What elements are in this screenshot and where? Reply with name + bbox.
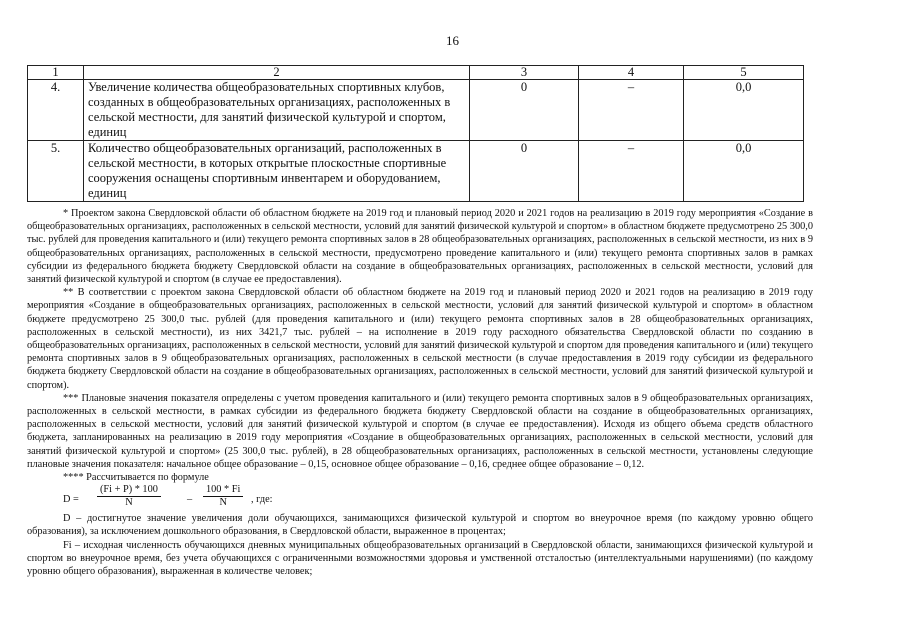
footnotes (27, 207, 813, 578)
footnote-3: *** Плановые значения показателя определены с учетом проведения капитального и (или) текущего ремонта спортивных залов в 9 общеобразовательных организациях, расположенных в сельской местности, в рамках субсидии из федерального бюджета бюджету Свердловской области на создание в общеобразовательных организациях, расположенных в сельской местности, условий для занятий физической культурой и спортом (в случае ее предоставления). Исходя из общего объема средств областного бюджета, запланированных на реализацию в 2019 году мероприятия «Создание в общеобразовательных организациях, расположенных в сельской местности, условий для занятий физической культурой и спортом» (25 300,0 тыс. рублей), в 28 общеобразовательных организациях, расположенных в сельской местности, установлены следующие плановые значения показателя: начальное общее образование – 0,15, основное общее образование – 0,16, среднее общее образование – 0,12. (27, 392, 813, 470)
formula-fraction-1 (97, 484, 161, 509)
row-number: 5. (28, 141, 84, 202)
table-row (28, 80, 804, 141)
header-cell: 1 (28, 66, 84, 80)
header-cell: 3 (470, 66, 579, 80)
value-col4: – (579, 80, 684, 141)
definition-fi: Fi – исходная численность обучающихся дневных муниципальных общеобразовательных организаций в Свердловской области, занимающихся физической культурой и спортом во внеурочное время, без учета обучающихся с ограниченными возможностями здоровья и умственной отсталостью (интеллектуальными нарушениями) (по каждому уровню общего образования), выраженная в количестве человек; (27, 539, 813, 578)
footnote-4: **** Рассчитывается по формуле (63, 472, 209, 484)
value-col5: 0,0 (684, 141, 804, 202)
value-col4: – (579, 141, 684, 202)
definition-d: D – достигнутое значение увеличения доли обучающихся, занимающихся физической культурой и спортом во внеурочное время (по каждому уровню общего образования), за исключением дошкольного образования, в Свердловской области, выраженное в процентах; (27, 513, 813, 538)
fraction-denominator: N (125, 497, 133, 509)
value-col5: 0,0 (684, 80, 804, 141)
fraction-denominator: N (219, 497, 227, 509)
formula-minus: – (187, 494, 193, 506)
formula (63, 484, 813, 510)
header-cell: 4 (579, 66, 684, 80)
formula-fraction-2 (203, 484, 243, 509)
indicator-table (27, 65, 804, 202)
table-header-row (28, 66, 804, 80)
row-number: 4. (28, 80, 84, 141)
page-number: 16 (446, 33, 459, 48)
table-row (28, 141, 804, 202)
value-col3: 0 (470, 141, 579, 202)
fraction-numerator: 100 * Fi (203, 484, 243, 497)
formula-tail: , где: (251, 494, 273, 506)
header-cell: 5 (684, 66, 804, 80)
footnote-2: ** В соответствии с проектом закона Свердловской области об областном бюджете на 2019 год и плановый период 2020 и 2021 годов на реализацию в 2019 году мероприятия «Создание в общеобразовательных организациях, расположенных в сельской местности, условий для занятий физической культурой и спортом» в областном бюджете предусмотрено 25 300,0 тыс. рублей (для проведения капитального и (или) текущего ремонта спортивных залов в 28 общеобразовательных организациях, расположенных в сельской местности), из них 3421,7 тыс. рублей – на исполнение в 2019 году расходного обязательства Свердловской области по созданию в общеобразовательных организациях, расположенных в сельской местности, условий для занятий физической культурой и спортом для проведения капитального и (или) текущего ремонта спортивных залов в 9 общеобразовательных организациях, расположенных в сельской местности (в случае предоставления в 2019 году субсидии из федерального бюджета бюджету Свердловской области на создание в общеобразовательных организациях, расположенных в сельской местности, условий для занятий физической культурой и спортом). (27, 287, 813, 391)
footnote-1: * Проектом закона Свердловской области об областном бюджете на 2019 год и плановый период 2020 и 2021 годов на реализацию в 2019 году мероприятия «Создание в общеобразовательных организациях, расположенных в сельской местности, условий для занятий физической культурой и спортом» в областном бюджете предусмотрено 25 300,0 тыс. рублей для проведения капитального и (или) текущего ремонта спортивных залов в 28 общеобразовательных организациях, расположенных в сельской местности, из них в 9 общеобразовательных организациях, расположенных в сельской местности, предусмотрено проведение капитального и (или) текущего ремонта спортивных залов в рамках субсидии из федерального бюджета бюджету Свердловской области на создание в общеобразовательных организациях, расположенных в сельской местности, условий для занятий физической культурой и спортом (в случае ее предоставления). (27, 208, 813, 286)
indicator-name: Увеличение количества общеобразовательных спортивных клубов, созданных в общеобразовательных организациях, расположенных в сельской местности, для занятий физической культурой и спортом, единиц (84, 80, 470, 141)
indicator-name: Количество общеобразовательных организаций, расположенных в сельской местности, в которых открытые плоскостные спортивные сооружения оснащены спортивным инвентарем и оборудованием, единиц (84, 141, 470, 202)
fraction-numerator: (Fi + P) * 100 (97, 484, 161, 497)
value-col3: 0 (470, 80, 579, 141)
formula-lhs: D = (63, 494, 79, 506)
header-cell: 2 (84, 66, 470, 80)
